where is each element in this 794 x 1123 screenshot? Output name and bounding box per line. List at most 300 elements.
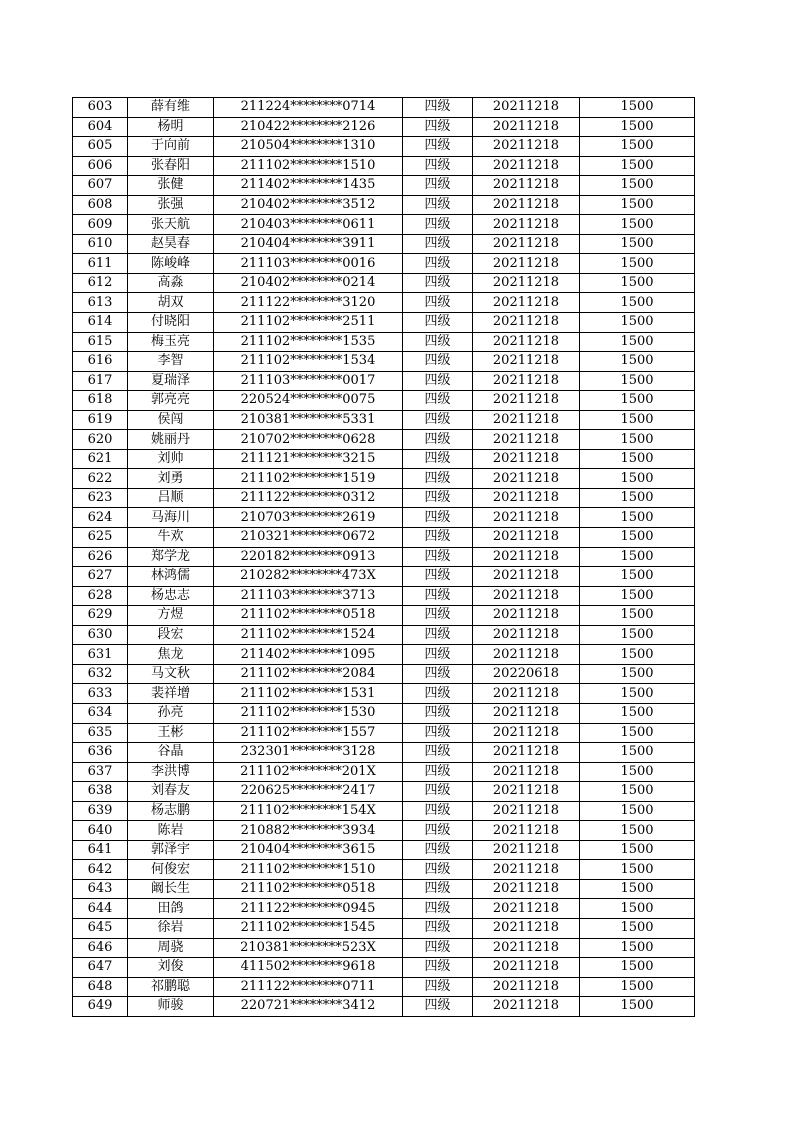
amount-cell: 1500: [580, 762, 695, 782]
date-cell: 20211218: [473, 469, 580, 489]
name-cell: 李智: [128, 352, 214, 372]
name-cell: 焦龙: [128, 645, 214, 665]
id-number-cell: 220182********0913: [214, 547, 403, 567]
level-cell: 四级: [403, 215, 473, 235]
level-cell: 四级: [403, 879, 473, 899]
table-row: [73, 977, 695, 997]
id-number-cell: 211102********1530: [214, 703, 403, 723]
table-row: [73, 645, 695, 665]
amount-cell: 1500: [580, 352, 695, 372]
date-cell: 20211218: [473, 293, 580, 313]
level-cell: 四级: [403, 98, 473, 118]
row-number-cell: 610: [73, 234, 128, 254]
amount-cell: 1500: [580, 645, 695, 665]
name-cell: 杨志鹏: [128, 801, 214, 821]
date-cell: 20211218: [473, 332, 580, 352]
table-row: [73, 137, 695, 157]
amount-cell: 1500: [580, 899, 695, 919]
amount-cell: 1500: [580, 703, 695, 723]
amount-cell: 1500: [580, 488, 695, 508]
table-row: [73, 938, 695, 958]
row-number-cell: 641: [73, 840, 128, 860]
table-row: [73, 234, 695, 254]
date-cell: 20211218: [473, 684, 580, 704]
amount-cell: 1500: [580, 860, 695, 880]
id-number-cell: 211102********2511: [214, 313, 403, 333]
level-cell: 四级: [403, 371, 473, 391]
amount-cell: 1500: [580, 508, 695, 528]
amount-cell: 1500: [580, 528, 695, 548]
row-number-cell: 626: [73, 547, 128, 567]
id-number-cell: 211122********0312: [214, 488, 403, 508]
name-cell: 薛有维: [128, 98, 214, 118]
name-cell: 吕顺: [128, 488, 214, 508]
row-number-cell: 638: [73, 782, 128, 802]
table-row: [73, 449, 695, 469]
row-number-cell: 605: [73, 137, 128, 157]
date-cell: 20211218: [473, 645, 580, 665]
level-cell: 四级: [403, 528, 473, 548]
date-cell: 20211218: [473, 547, 580, 567]
row-number-cell: 630: [73, 625, 128, 645]
level-cell: 四级: [403, 782, 473, 802]
table-row: [73, 528, 695, 548]
table-row: [73, 586, 695, 606]
level-cell: 四级: [403, 117, 473, 137]
table-row: [73, 860, 695, 880]
id-number-cell: 211102********1557: [214, 723, 403, 743]
name-cell: 侯闯: [128, 410, 214, 430]
name-cell: 牛欢: [128, 528, 214, 548]
level-cell: 四级: [403, 176, 473, 196]
date-cell: 20211218: [473, 879, 580, 899]
table-row: [73, 762, 695, 782]
row-number-cell: 606: [73, 156, 128, 176]
level-cell: 四级: [403, 449, 473, 469]
name-cell: 刘俊: [128, 958, 214, 978]
date-cell: 20211218: [473, 703, 580, 723]
table-row: [73, 156, 695, 176]
id-number-cell: 210381********523X: [214, 938, 403, 958]
date-cell: 20211218: [473, 117, 580, 137]
date-cell: 20211218: [473, 958, 580, 978]
id-number-cell: 220625********2417: [214, 782, 403, 802]
id-number-cell: 211102********154X: [214, 801, 403, 821]
name-cell: 张春阳: [128, 156, 214, 176]
table-row: [73, 664, 695, 684]
date-cell: 20211218: [473, 195, 580, 215]
date-cell: 20211218: [473, 625, 580, 645]
amount-cell: 1500: [580, 215, 695, 235]
level-cell: 四级: [403, 703, 473, 723]
table-row: [73, 430, 695, 450]
date-cell: 20211218: [473, 801, 580, 821]
amount-cell: 1500: [580, 254, 695, 274]
table-row: [73, 410, 695, 430]
row-number-cell: 640: [73, 821, 128, 841]
row-number-cell: 639: [73, 801, 128, 821]
level-cell: 四级: [403, 430, 473, 450]
amount-cell: 1500: [580, 547, 695, 567]
amount-cell: 1500: [580, 430, 695, 450]
level-cell: 四级: [403, 801, 473, 821]
row-number-cell: 624: [73, 508, 128, 528]
amount-cell: 1500: [580, 293, 695, 313]
amount-cell: 1500: [580, 918, 695, 938]
level-cell: 四级: [403, 352, 473, 372]
row-number-cell: 616: [73, 352, 128, 372]
id-number-cell: 220524********0075: [214, 391, 403, 411]
id-number-cell: 211103********0017: [214, 371, 403, 391]
id-number-cell: 210702********0628: [214, 430, 403, 450]
date-cell: 20211218: [473, 762, 580, 782]
level-cell: 四级: [403, 860, 473, 880]
id-number-cell: 211122********0945: [214, 899, 403, 919]
table-row: [73, 801, 695, 821]
table-row: [73, 98, 695, 118]
row-number-cell: 647: [73, 958, 128, 978]
amount-cell: 1500: [580, 137, 695, 157]
amount-cell: 1500: [580, 625, 695, 645]
date-cell: 20211218: [473, 977, 580, 997]
date-cell: 20211218: [473, 313, 580, 333]
row-number-cell: 607: [73, 176, 128, 196]
level-cell: 四级: [403, 137, 473, 157]
row-number-cell: 648: [73, 977, 128, 997]
row-number-cell: 634: [73, 703, 128, 723]
date-cell: 20211218: [473, 352, 580, 372]
name-cell: 刘勇: [128, 469, 214, 489]
name-cell: 付晓阳: [128, 313, 214, 333]
name-cell: 田鸽: [128, 899, 214, 919]
row-number-cell: 644: [73, 899, 128, 919]
level-cell: 四级: [403, 606, 473, 626]
table-row: [73, 684, 695, 704]
level-cell: 四级: [403, 391, 473, 411]
table-row: [73, 821, 695, 841]
name-cell: 何俊宏: [128, 860, 214, 880]
date-cell: 20211218: [473, 606, 580, 626]
table-row: [73, 958, 695, 978]
row-number-cell: 608: [73, 195, 128, 215]
name-cell: 陈峻峰: [128, 254, 214, 274]
row-number-cell: 622: [73, 469, 128, 489]
table-row: [73, 723, 695, 743]
amount-cell: 1500: [580, 195, 695, 215]
name-cell: 陈岩: [128, 821, 214, 841]
level-cell: 四级: [403, 977, 473, 997]
level-cell: 四级: [403, 684, 473, 704]
id-number-cell: 210282********473X: [214, 567, 403, 587]
row-number-cell: 619: [73, 410, 128, 430]
date-cell: 20211218: [473, 840, 580, 860]
amount-cell: 1500: [580, 977, 695, 997]
level-cell: 四级: [403, 567, 473, 587]
amount-cell: 1500: [580, 117, 695, 137]
id-number-cell: 210381********5331: [214, 410, 403, 430]
name-cell: 王彬: [128, 723, 214, 743]
date-cell: 20211218: [473, 273, 580, 293]
id-number-cell: 211402********1435: [214, 176, 403, 196]
name-cell: 于向前: [128, 137, 214, 157]
row-number-cell: 649: [73, 997, 128, 1017]
id-number-cell: 210703********2619: [214, 508, 403, 528]
id-number-cell: 211102********1510: [214, 860, 403, 880]
id-number-cell: 211103********3713: [214, 586, 403, 606]
date-cell: 20211218: [473, 821, 580, 841]
row-number-cell: 631: [73, 645, 128, 665]
table-row: [73, 879, 695, 899]
date-cell: 20211218: [473, 528, 580, 548]
table-row: [73, 273, 695, 293]
row-number-cell: 637: [73, 762, 128, 782]
id-number-cell: 210402********0214: [214, 273, 403, 293]
name-cell: 段宏: [128, 625, 214, 645]
table-row: [73, 743, 695, 763]
table-row: [73, 547, 695, 567]
level-cell: 四级: [403, 234, 473, 254]
id-number-cell: 211102********201X: [214, 762, 403, 782]
date-cell: 20211218: [473, 899, 580, 919]
table-row: [73, 352, 695, 372]
id-number-cell: 211102********0518: [214, 606, 403, 626]
table-row: [73, 117, 695, 137]
table-row: [73, 391, 695, 411]
row-number-cell: 612: [73, 273, 128, 293]
table-row: [73, 899, 695, 919]
name-cell: 孙亮: [128, 703, 214, 723]
amount-cell: 1500: [580, 98, 695, 118]
name-cell: 姚丽丹: [128, 430, 214, 450]
data-table: [72, 97, 695, 1017]
id-number-cell: 210504********1310: [214, 137, 403, 157]
level-cell: 四级: [403, 469, 473, 489]
table-row: [73, 195, 695, 215]
date-cell: 20211218: [473, 918, 580, 938]
id-number-cell: 211102********1545: [214, 918, 403, 938]
name-cell: 李洪博: [128, 762, 214, 782]
date-cell: 20211218: [473, 449, 580, 469]
name-cell: 刘春友: [128, 782, 214, 802]
level-cell: 四级: [403, 508, 473, 528]
table-row: [73, 332, 695, 352]
date-cell: 20211218: [473, 176, 580, 196]
name-cell: 胡双: [128, 293, 214, 313]
id-number-cell: 210402********3512: [214, 195, 403, 215]
id-number-cell: 210403********0611: [214, 215, 403, 235]
date-cell: 20211218: [473, 215, 580, 235]
level-cell: 四级: [403, 762, 473, 782]
id-number-cell: 211102********1510: [214, 156, 403, 176]
date-cell: 20211218: [473, 234, 580, 254]
name-cell: 徐岩: [128, 918, 214, 938]
level-cell: 四级: [403, 625, 473, 645]
amount-cell: 1500: [580, 782, 695, 802]
row-number-cell: 603: [73, 98, 128, 118]
date-cell: 20211218: [473, 567, 580, 587]
name-cell: 刘帅: [128, 449, 214, 469]
amount-cell: 1500: [580, 958, 695, 978]
row-number-cell: 627: [73, 567, 128, 587]
name-cell: 周骁: [128, 938, 214, 958]
row-number-cell: 623: [73, 488, 128, 508]
amount-cell: 1500: [580, 723, 695, 743]
id-number-cell: 211122********3120: [214, 293, 403, 313]
date-cell: 20211218: [473, 391, 580, 411]
table-row: [73, 508, 695, 528]
table-row: [73, 488, 695, 508]
date-cell: 20211218: [473, 938, 580, 958]
date-cell: 20211218: [473, 410, 580, 430]
row-number-cell: 615: [73, 332, 128, 352]
row-number-cell: 620: [73, 430, 128, 450]
name-cell: 马海川: [128, 508, 214, 528]
amount-cell: 1500: [580, 469, 695, 489]
row-number-cell: 625: [73, 528, 128, 548]
level-cell: 四级: [403, 918, 473, 938]
name-cell: 赵昊春: [128, 234, 214, 254]
name-cell: 杨明: [128, 117, 214, 137]
amount-cell: 1500: [580, 938, 695, 958]
table-row: [73, 469, 695, 489]
row-number-cell: 618: [73, 391, 128, 411]
date-cell: 20211218: [473, 860, 580, 880]
level-cell: 四级: [403, 664, 473, 684]
table-row: [73, 371, 695, 391]
amount-cell: 1500: [580, 332, 695, 352]
row-number-cell: 646: [73, 938, 128, 958]
amount-cell: 1500: [580, 567, 695, 587]
date-cell: 20220618: [473, 664, 580, 684]
id-number-cell: 210882********3934: [214, 821, 403, 841]
table-row: [73, 840, 695, 860]
name-cell: 郭泽宇: [128, 840, 214, 860]
date-cell: 20211218: [473, 98, 580, 118]
amount-cell: 1500: [580, 684, 695, 704]
id-number-cell: 232301********3128: [214, 743, 403, 763]
name-cell: 郭亮亮: [128, 391, 214, 411]
date-cell: 20211218: [473, 508, 580, 528]
row-number-cell: 614: [73, 313, 128, 333]
table-row: [73, 313, 695, 333]
amount-cell: 1500: [580, 586, 695, 606]
amount-cell: 1500: [580, 156, 695, 176]
date-cell: 20211218: [473, 137, 580, 157]
id-number-cell: 211402********1095: [214, 645, 403, 665]
name-cell: 杨忠志: [128, 586, 214, 606]
table-row: [73, 606, 695, 626]
id-number-cell: 210404********3615: [214, 840, 403, 860]
row-number-cell: 645: [73, 918, 128, 938]
amount-cell: 1500: [580, 313, 695, 333]
table-row: [73, 215, 695, 235]
amount-cell: 1500: [580, 821, 695, 841]
level-cell: 四级: [403, 645, 473, 665]
date-cell: 20211218: [473, 371, 580, 391]
id-number-cell: 210321********0672: [214, 528, 403, 548]
name-cell: 谷晶: [128, 743, 214, 763]
name-cell: 高淼: [128, 273, 214, 293]
amount-cell: 1500: [580, 234, 695, 254]
id-number-cell: 211102********1534: [214, 352, 403, 372]
id-number-cell: 220721********3412: [214, 997, 403, 1017]
id-number-cell: 211224********0714: [214, 98, 403, 118]
row-number-cell: 628: [73, 586, 128, 606]
amount-cell: 1500: [580, 176, 695, 196]
date-cell: 20211218: [473, 586, 580, 606]
table-row: [73, 782, 695, 802]
id-number-cell: 211103********0016: [214, 254, 403, 274]
date-cell: 20211218: [473, 254, 580, 274]
level-cell: 四级: [403, 293, 473, 313]
level-cell: 四级: [403, 586, 473, 606]
amount-cell: 1500: [580, 371, 695, 391]
date-cell: 20211218: [473, 782, 580, 802]
id-number-cell: 411502********9618: [214, 958, 403, 978]
level-cell: 四级: [403, 273, 473, 293]
date-cell: 20211218: [473, 430, 580, 450]
name-cell: 张强: [128, 195, 214, 215]
name-cell: 张天航: [128, 215, 214, 235]
amount-cell: 1500: [580, 801, 695, 821]
row-number-cell: 632: [73, 664, 128, 684]
row-number-cell: 621: [73, 449, 128, 469]
level-cell: 四级: [403, 547, 473, 567]
name-cell: 梅玉亮: [128, 332, 214, 352]
id-number-cell: 211102********0518: [214, 879, 403, 899]
row-number-cell: 643: [73, 879, 128, 899]
amount-cell: 1500: [580, 606, 695, 626]
level-cell: 四级: [403, 997, 473, 1017]
name-cell: 郑学龙: [128, 547, 214, 567]
row-number-cell: 611: [73, 254, 128, 274]
row-number-cell: 633: [73, 684, 128, 704]
table-row: [73, 293, 695, 313]
level-cell: 四级: [403, 840, 473, 860]
date-cell: 20211218: [473, 743, 580, 763]
level-cell: 四级: [403, 410, 473, 430]
level-cell: 四级: [403, 332, 473, 352]
name-cell: 林鸿儒: [128, 567, 214, 587]
amount-cell: 1500: [580, 664, 695, 684]
amount-cell: 1500: [580, 273, 695, 293]
name-cell: 师骏: [128, 997, 214, 1017]
level-cell: 四级: [403, 156, 473, 176]
table-row: [73, 997, 695, 1017]
date-cell: 20211218: [473, 723, 580, 743]
amount-cell: 1500: [580, 410, 695, 430]
row-number-cell: 636: [73, 743, 128, 763]
amount-cell: 1500: [580, 879, 695, 899]
name-cell: 夏瑞泽: [128, 371, 214, 391]
id-number-cell: 211102********1519: [214, 469, 403, 489]
level-cell: 四级: [403, 488, 473, 508]
row-number-cell: 617: [73, 371, 128, 391]
table-row: [73, 176, 695, 196]
level-cell: 四级: [403, 821, 473, 841]
amount-cell: 1500: [580, 391, 695, 411]
id-number-cell: 211102********1531: [214, 684, 403, 704]
amount-cell: 1500: [580, 449, 695, 469]
date-cell: 20211218: [473, 488, 580, 508]
id-number-cell: 211121********3215: [214, 449, 403, 469]
id-number-cell: 211102********1535: [214, 332, 403, 352]
table-body: [73, 98, 695, 1017]
name-cell: 张健: [128, 176, 214, 196]
amount-cell: 1500: [580, 840, 695, 860]
id-number-cell: 211102********2084: [214, 664, 403, 684]
amount-cell: 1500: [580, 743, 695, 763]
